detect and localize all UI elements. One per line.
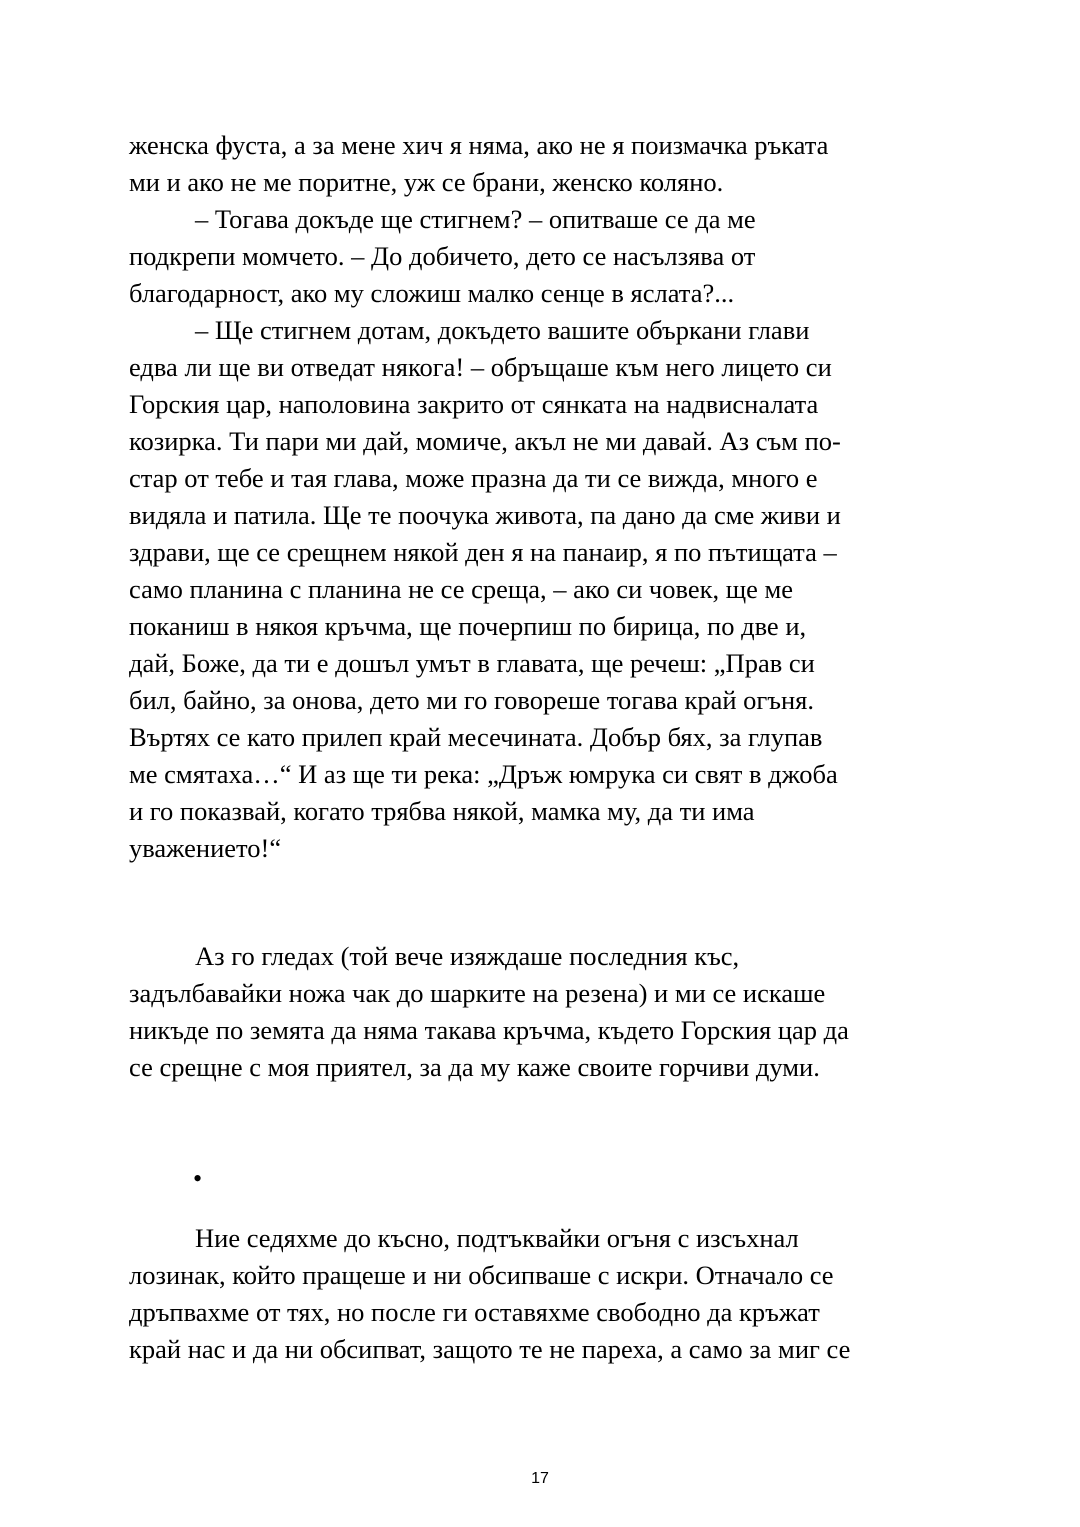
text-block-3 <box>129 1220 959 1368</box>
text-line: Горския цар, наполовина закрито от сянката на надвисналата <box>129 389 819 419</box>
text-line: само планина с планина не се среща, – ако си човек, ще ме <box>129 574 794 604</box>
section-separator-bullet: • <box>193 1164 203 1193</box>
text-line: дръпвахме от тях, но после ги оставяхме свободно да кръжат <box>129 1297 820 1327</box>
text-line: женска фуста, а за мене хич я няма, ако не я поизмачка ръката <box>129 130 829 160</box>
text-line: – Ще стигнем дотам, докъдето вашите объркани глави <box>195 315 810 345</box>
text-line: Ние седяхме до късно, подтъквайки огъня с изсъхнал <box>195 1223 799 1253</box>
text-line: стар от тебе и тая глава, може празна да ти се вижда, много е <box>129 463 818 493</box>
text-line: поканиш в някоя кръчма, ще почерпиш по бирица, по две и, <box>129 611 807 641</box>
text-line: се срещне с моя приятел, за да му каже своите горчиви думи. <box>129 1052 820 1082</box>
text-line: ме смятаха…“ И аз ще ти река: „Дръж юмрука си свят в джоба <box>129 759 838 789</box>
text-line: бил, байно, за онова, дето ми го говореше тогава край огъня. <box>129 685 814 715</box>
text-line: здрави, ще се срещнем някой ден я на панаир, я по пътищата – <box>129 537 837 567</box>
page-number: 17 <box>531 1470 549 1487</box>
text-line: лозинак, който пращеше и ни обсипваше с искри. Отначало се <box>129 1260 834 1290</box>
text-line: видяла и патила. Ще те поочука живота, па дано да сме живи и <box>129 500 841 530</box>
text-line: дай, Боже, да ти е дошъл умът в главата, ще речеш: „Прав си <box>129 648 815 678</box>
text-line: и го показвай, когато трябва някой, мамка му, да ти има <box>129 796 755 826</box>
text-line: Аз го гледах (той вече изяждаше последния къс, <box>195 941 740 971</box>
text-line: благодарност, ако му сложиш малко сенце в яслата?... <box>129 278 735 308</box>
text-block-2 <box>129 938 959 1086</box>
text-line: едва ли ще ви отведат някога! – обръщаше към него лицето си <box>129 352 832 382</box>
text-line: никъде по земята да няма такава кръчма, където Горския цар да <box>129 1015 849 1045</box>
text-line: – Тогава докъде ще стигнем? – опитваше се да ме <box>195 204 756 234</box>
text-line: подкрепи момчето. – До добичето, дето се насълзява от <box>129 241 756 271</box>
text-line: уважението!“ <box>129 833 282 863</box>
text-line: задълбавайки ножа чак до шарките на резена) и ми се искаше <box>129 978 826 1008</box>
text-line: Въртях се като прилеп край месечината. Добър бях, за глупав <box>129 722 823 752</box>
text-block-1 <box>129 127 959 867</box>
text-line: край нас и да ни обсипват, защото те не пареха, а само за миг се <box>129 1334 851 1364</box>
text-line: ми и ако не ме поритне, уж се брани, женско коляно. <box>129 167 724 197</box>
text-line: козирка. Ти пари ми дай, момиче, акъл не ми давай. Аз съм по- <box>129 426 841 456</box>
